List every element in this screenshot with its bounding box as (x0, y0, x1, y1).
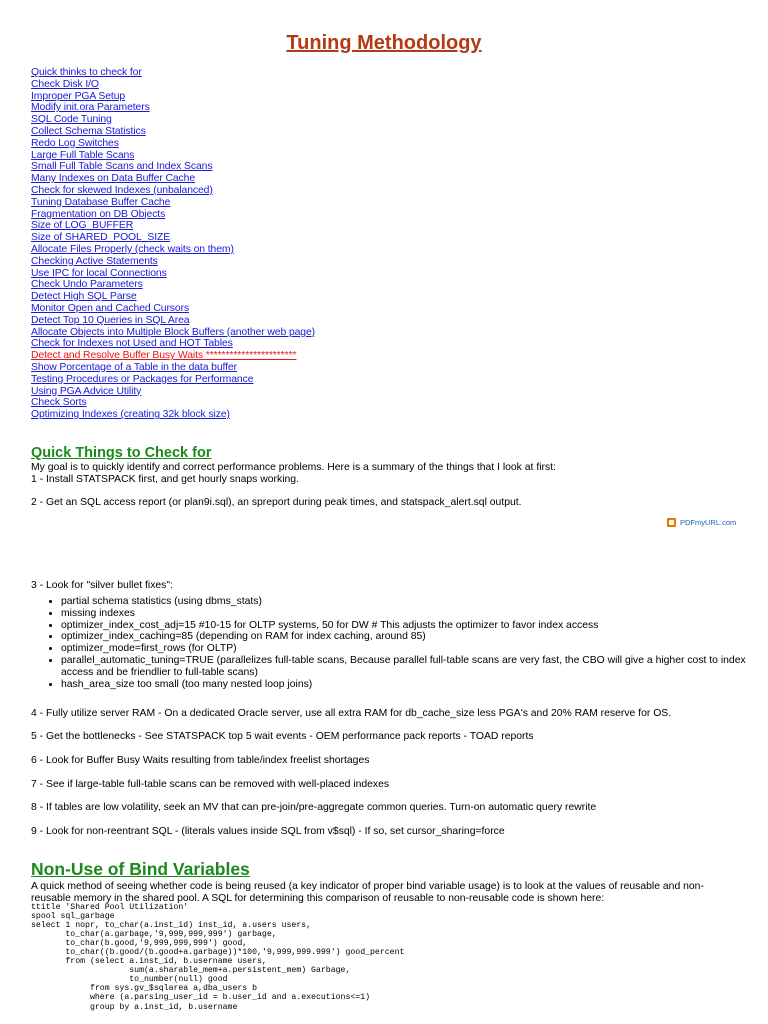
toc-link[interactable]: Improper PGA Setup (31, 90, 126, 102)
toc-link[interactable]: Many Indexes on Data Buffer Cache (31, 173, 196, 185)
toc-link[interactable]: Testing Procedures or Packages for Performance (31, 373, 254, 385)
quick-step-5: 5 - Get the bottlenecks - See STATSPACK top 5 wait events - OEM performance pack reports - TOAD reports (31, 731, 534, 742)
quick-step-2: 2 - Get an SQL access report (or plan9i.sql), an spreport during peak times, and statspack_alert.sql output. (31, 497, 522, 508)
toc-link[interactable]: Using PGA Advice Utility (31, 385, 142, 397)
toc-link[interactable]: Small Full Table Scans and Index Scans (31, 161, 213, 173)
quick-intro-text: My goal is to quickly identify and correct performance problems. Here is a summary of the things that I look at first: (31, 462, 556, 473)
quick-step-4: 4 - Fully utilize server RAM - On a dedicated Oracle server, use all extra RAM for db_cache_size less PGA's and 20% RAM reserve for OS. (31, 708, 672, 719)
toc-link[interactable]: Allocate Objects into Multiple Block Buffers (another web page) (31, 326, 316, 338)
pdfmyurl-label: PDFmyURL.com (680, 518, 737, 527)
toc-link[interactable]: Checking Active Statements (31, 255, 158, 267)
toc-link[interactable]: Redo Log Switches (31, 137, 119, 149)
pdfmyurl-logo-icon (667, 518, 676, 527)
quick-step-7: 7 - See if large-table full-table scans can be removed with well-placed indexes (31, 779, 390, 790)
bind-paragraph: A quick method of seeing whether code is being reused (a key indicator of proper bind variable usage) is to look at the values of reusable and non-reusable memory in the shared pool. A SQL for determining this comparison of reusable to non-reusable code is shown here: (31, 881, 704, 904)
section-heading-bind-variables[interactable]: Non-Use of Bind Variables (31, 859, 250, 879)
toc-link[interactable]: Check Disk I/O (31, 78, 99, 90)
page-title: Tuning Methodology (286, 32, 482, 54)
bullet-item: • hash_area_size too small (too many nested loop joins) (61, 679, 751, 691)
toc-link[interactable]: Show Porcentage of a Table in the data buffer (31, 361, 237, 373)
sql-code-block: ttitle 'Shared Pool Utilization' spool sql_garbage select 1 nopr, to_char(a.inst_id) inst_id, a.users users, to_char(a.garbage,'9,999,999,999') garbage, to_char(b.good,'9,999,999,999') good, to_char((b.good/(b.good+a.garbage))*100,'9,999,999.999') good_percent from (select a.inst_id, b.username users, sum(a.sharable_mem+a.persistent_mem) Garbage, to_number(null) good from sys.gv_$sqlarea a,dba_users b where (a.parsing_user_id = b.user_id and a.executions<=1) group by a.inst_id, b.username (31, 903, 405, 1012)
silver-bullet-list (31, 596, 751, 690)
toc-link[interactable]: Monitor Open and Cached Cursors (31, 302, 190, 314)
toc-link[interactable]: Size of LOG_BUFFER (31, 220, 134, 232)
toc-link[interactable]: Check for Indexes not Used and HOT Tables (31, 338, 233, 350)
toc-link[interactable]: SQL Code Tuning (31, 114, 112, 126)
quick-step-8: 8 - If tables are low volatility, seek an MV that can pre-join/pre-aggregate common queries. Turn-on automatic query rewrite (31, 802, 597, 813)
toc-link[interactable]: Detect High SQL Parse (31, 291, 137, 303)
bullet-item: • optimizer_index_caching=85 (depending on RAM for index caching, around 85) (61, 631, 751, 643)
toc-link[interactable]: Collect Schema Statistics (31, 125, 146, 137)
toc-link[interactable]: Optimizing Indexes (creating 32k block size) (31, 409, 230, 421)
toc-link[interactable]: Size of SHARED_POOL_SIZE (31, 232, 171, 244)
toc-link[interactable]: Check for skewed Indexes (unbalanced) (31, 184, 213, 196)
toc-link[interactable]: Check Sorts (31, 397, 87, 409)
toc-link[interactable]: Detect and Resolve Buffer Busy Waits *********************** (31, 350, 297, 362)
bullet-item: • optimizer_mode=first_rows (for OLTP) (61, 643, 751, 655)
quick-step-6: 6 - Look for Buffer Busy Waits resulting from table/index freelist shortages (31, 755, 370, 766)
toc-link[interactable]: Fragmentation on DB Objects (31, 208, 166, 220)
quick-step-3: 3 - Look for "silver bullet fixes": (31, 580, 173, 591)
bullet-item: • missing indexes (61, 608, 751, 620)
toc-link[interactable]: Use IPC for local Connections (31, 267, 167, 279)
bullet-item: • optimizer_index_cost_adj=15 #10-15 for OLTP systems, 50 for DW # This adjusts the optimizer to favor index access (61, 620, 751, 632)
toc-link[interactable]: Quick thinks to check for (31, 67, 142, 78)
toc-link[interactable]: Large Full Table Scans (31, 149, 135, 161)
quick-step-1: 1 - Install STATSPACK first, and get hourly snaps working. (31, 474, 299, 485)
bullet-item: • parallel_automatic_tuning=TRUE (parallelizes full-table scans, Because parallel full-table scans are very fast, the CBO will give a higher cost to index access and be friendlier to full-table scans) (61, 655, 751, 679)
quick-step-9: 9 - Look for non-reentrant SQL - (literals values inside SQL from v$sql) - If so, set cursor_sharing=force (31, 826, 505, 837)
toc-link[interactable]: Modify init.ora Parameters (31, 102, 150, 114)
toc-link[interactable]: Detect Top 10 Queries in SQL Area (31, 314, 190, 326)
toc-link[interactable]: Check Undo Parameters (31, 279, 143, 291)
bullet-item: • partial schema statistics (using dbms_stats) (61, 596, 751, 608)
table-of-contents (31, 67, 731, 421)
toc-link[interactable]: Tuning Database Buffer Cache (31, 196, 171, 208)
section-heading-quick-things[interactable]: Quick Things to Check for (31, 445, 212, 461)
pdfmyurl-badge[interactable] (667, 518, 736, 527)
toc-link[interactable]: Allocate Files Properly (check waits on them) (31, 243, 234, 255)
